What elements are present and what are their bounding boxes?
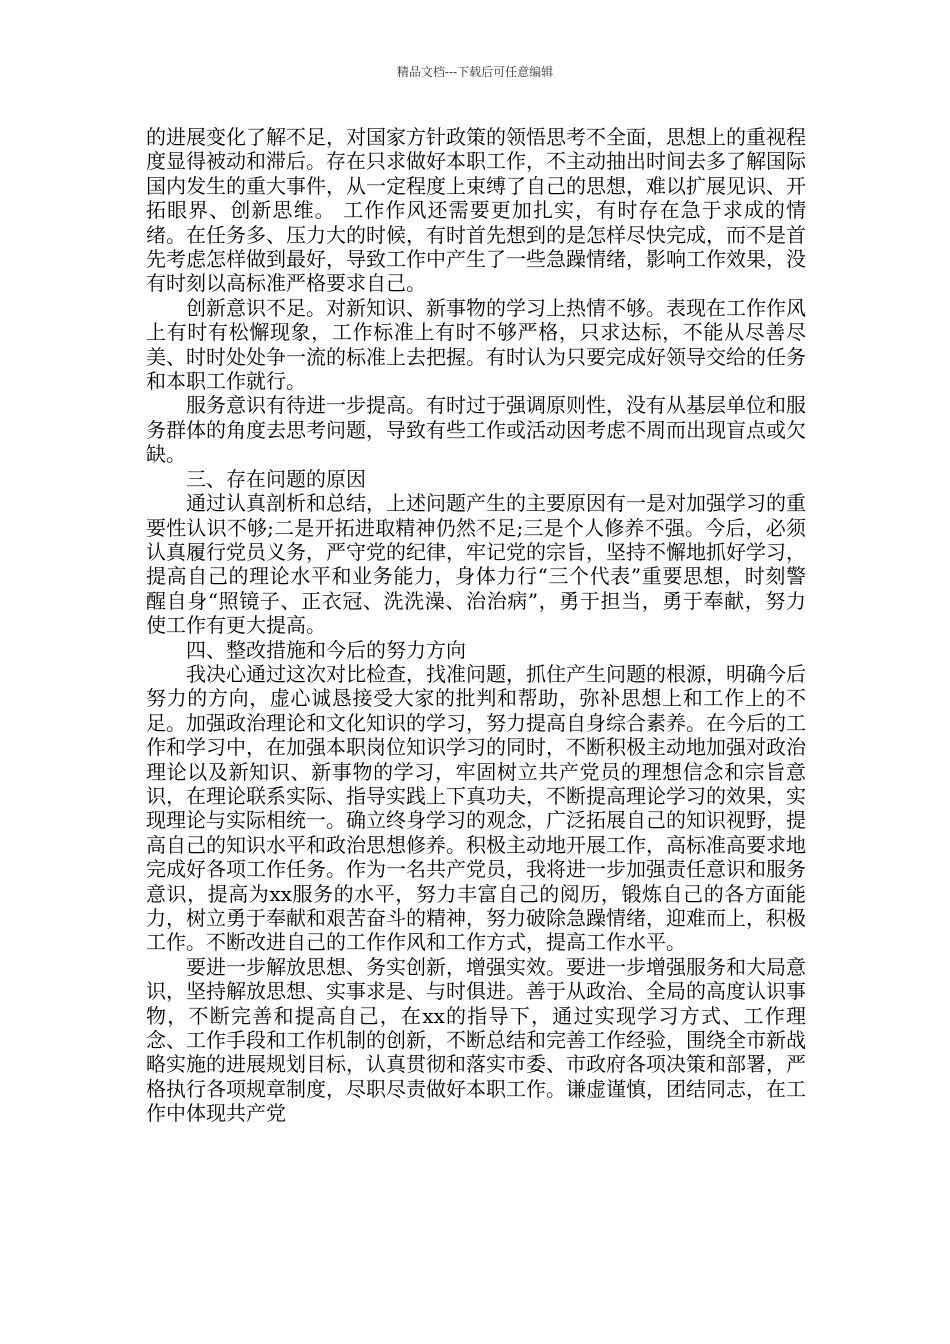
paragraph-5: 我决心通过这次对比检查，找准问题，抓住产生问题的根源，明确今后努力的方向，虚心诚恳接受大家的批判和帮助，弥补思想上和工作上的不足。加强政治理论和文化知识的学习，努力提高自身综合素养。在今后的工作和学习中，在加强本职岗位知识学习的同时，不断积极主动地加强对政治理论以及新知识、新事物的学习，牢固树立共产党员的理想信念和宗旨意识，在理论联系实际、指导实践上下真功夫，不断提高理论学习的效果，实现理论与实际相统一。确立终身学习的观念，广泛拓展自己的知识视野，提高自己的知识水平和政治思想修养。积极主动地开展工作，高标准高要求地完成好各项工作任务。作为一名共产党员，我将进一步加强责任意识和服务意识，提高为xx服务的水平，努力丰富自己的阅历，锻炼自己的各方面能力，树立勇于奉献和艰苦奋斗的精神，努力破除急躁情绪，迎难而上，积极工作。不断改进自己的工作作风和工作方式，提高工作水平。 xyxy=(146,661,806,955)
paragraph-2: 创新意识不足。对新知识、新事物的学习上热情不够。表现在工作作风上有时有松懈现象，工作标准上有时不够严格，只求达标，不能从尽善尽美、时时处处争一流的标准上去把握。有时认为只要完成好领导交给的任务和本职工作就行。 xyxy=(146,295,806,394)
paragraph-3: 服务意识有待进一步提高。有时过于强调原则性，没有从基层单位和服务群体的角度去思考问题，导致有些工作或活动因考虑不周而出现盲点或欠缺。 xyxy=(146,393,806,467)
paragraph-6: 要进一步解放思想、务实创新，增强实效。要进一步增强服务和大局意识，坚持解放思想、实事求是、与时俱进。善于从政治、全局的高度认识事物，不断完善和提高自己，在xx的指导下，通过实现学习方式、工作理念、工作手段和工作机制的创新，不断总结和完善工作经验，围绕全市新战略实施的进展规划目标，认真贯彻和落实市委、市政府各项决策和部署，严格执行各项规章制度，尽职尽责做好本职工作。谦虚谨慎，团结同志，在工作中体现共产党 xyxy=(146,954,806,1126)
page-header: 精品文档---下载后可任意编辑 xyxy=(396,65,554,79)
section-heading-3: 三、存在问题的原因 xyxy=(186,466,366,491)
document-body xyxy=(146,125,806,1126)
paragraph-1: 的进展变化了解不足，对国家方针政策的领悟思考不全面，思想上的重视程度显得被动和滞后。存在只求做好本职工作，不主动抽出时间去多了解国际国内发生的重大事件，从一定程度上束缚了自己的思想，难以扩展见识、开拓眼界、创新思维。 工作作风还需要更加扎实，有时存在急于求成的情绪。在任务多、压力大的时候，有时首先想到的是怎样尽快完成，而不是首先考虑怎样做到最好，导致工作中产生了一些急躁情绪，影响工作效果，没有时刻以高标准严格要求自己。 xyxy=(146,125,806,296)
section-heading-4: 四、整改措施和今后的努力方向 xyxy=(186,637,466,662)
paragraph-4: 通过认真剖析和总结，上述问题产生的主要原因有一是对加强学习的重要性认识不够;二是开拓进取精神仍然不足;三是个人修养不强。今后，必须认真履行党员义务，严守党的纪律，牢记党的宗旨，坚持不懈地抓好学习，提高自己的理论水平和业务能力，身体力行“三个代表”重要思想，时刻警醒自身“照镜子、正衣冠、洗洗澡、治治病”，勇于担当，勇于奉献，努力使工作有更大提高。 xyxy=(146,491,806,638)
